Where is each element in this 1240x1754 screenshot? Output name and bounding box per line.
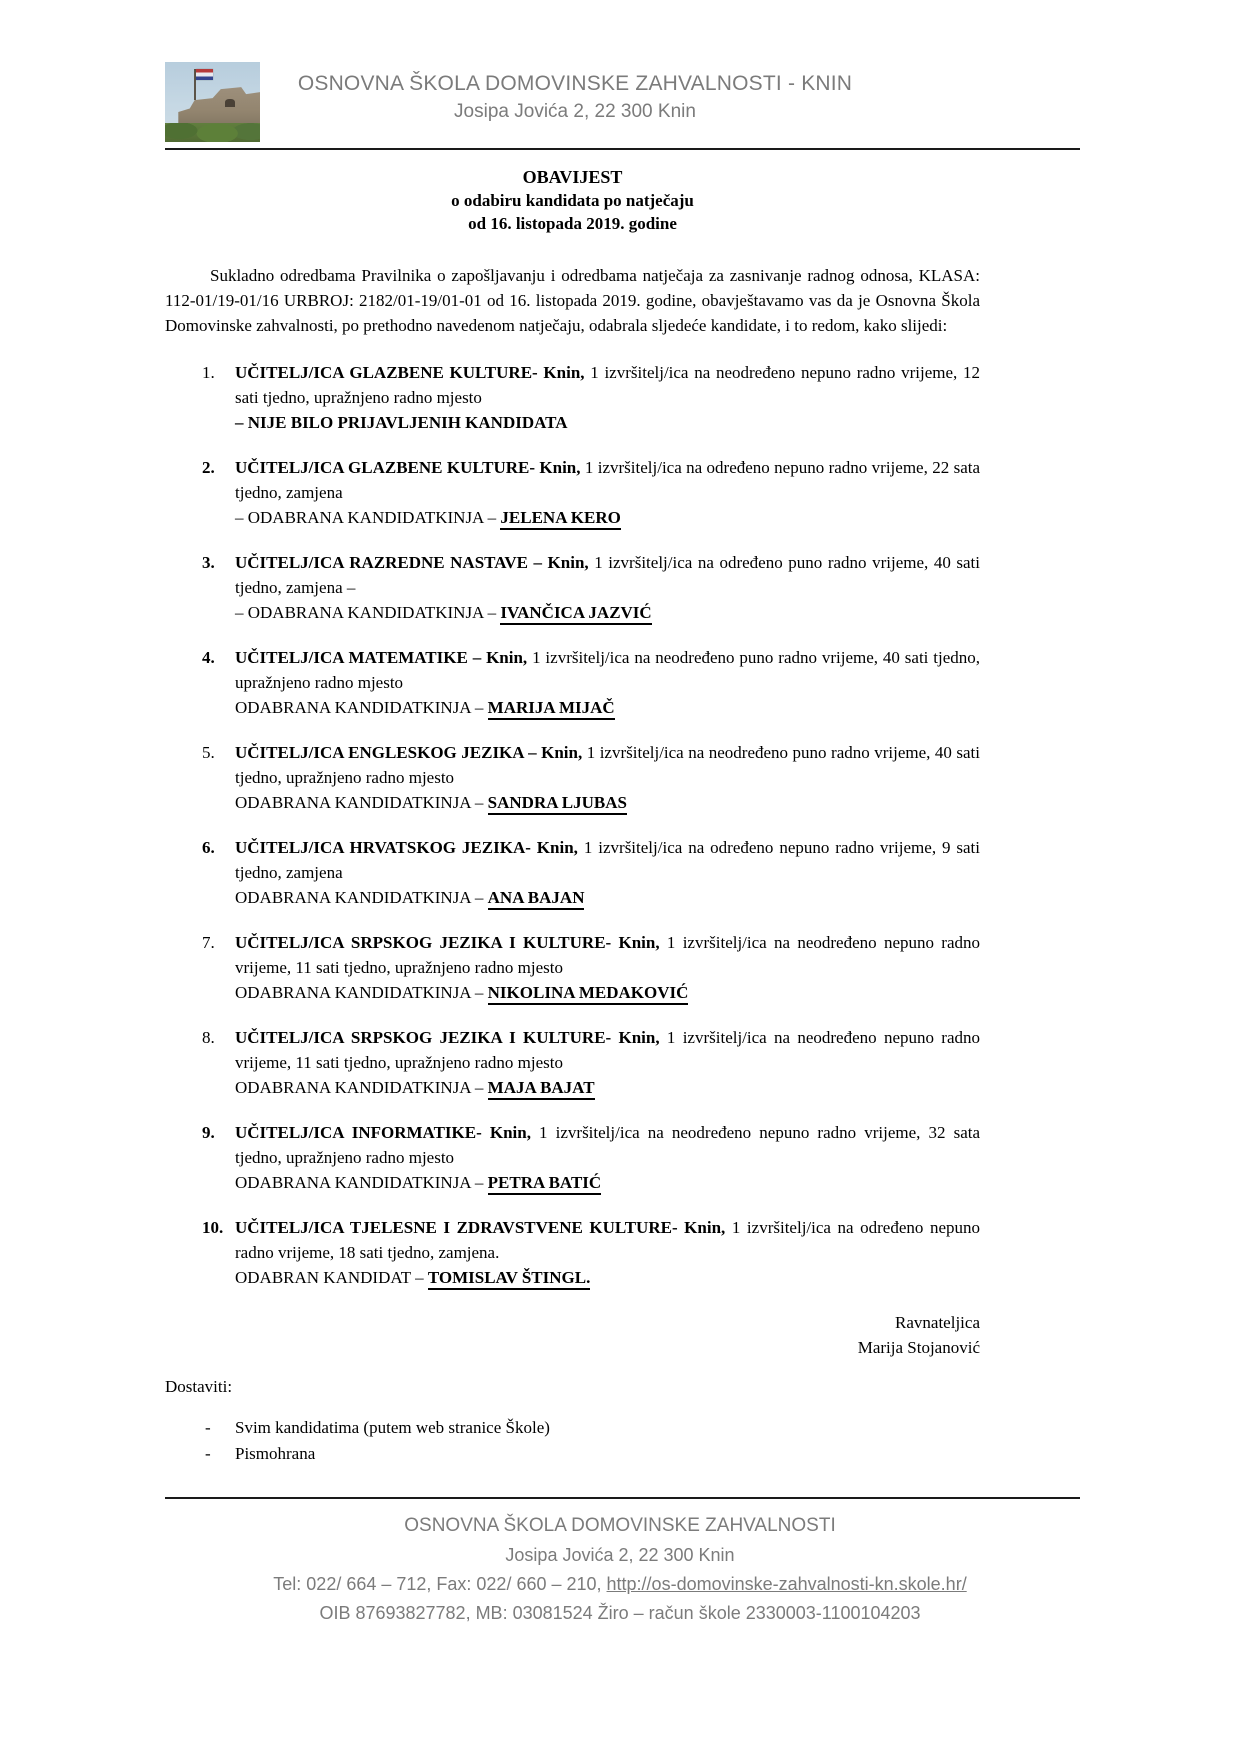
item-number: 8. — [202, 1028, 215, 1047]
item-number: 1. — [202, 363, 215, 382]
item-number: 4. — [202, 648, 215, 667]
position-title: UČITELJ/ICA GLAZBENE KULTURE- Knin, — [235, 458, 581, 477]
header-text-block — [260, 62, 890, 125]
result-line — [235, 1265, 980, 1290]
distribution-item: - Pismohrana — [205, 1444, 316, 1463]
candidate-name: ANA BAJAN — [488, 888, 585, 910]
result-line — [235, 790, 980, 815]
candidate-name: MARIJA MIJAČ — [488, 698, 615, 720]
result-prefix: ODABRANA KANDIDATKINJA – — [235, 793, 488, 812]
result-prefix: – ODABRANA KANDIDATKINJA – — [235, 508, 501, 527]
notice-title: OBAVIJEST — [522, 167, 623, 187]
candidate-name: TOMISLAV ŠTINGL. — [428, 1268, 591, 1290]
candidate-name: NIKOLINA MEDAKOVIĆ — [488, 983, 689, 1005]
school-logo-image — [165, 62, 260, 142]
position-text — [235, 1025, 980, 1075]
result-prefix: ODABRANA KANDIDATKINJA – — [235, 888, 488, 907]
result-prefix: ODABRANA KANDIDATKINJA – — [235, 698, 488, 717]
position-title: UČITELJ/ICA HRVATSKOG JEZIKA- Knin, — [235, 838, 578, 857]
position-text — [235, 930, 980, 980]
signature-role: Ravnateljica — [895, 1313, 980, 1332]
position-description: 1 izvršitelj/ica na neodređeno puno radno vrijeme, 40 sati tjedno, upražnjeno radno mjesto — [235, 648, 981, 692]
document-body — [165, 166, 980, 1467]
position-description: 1 izvršitelj/ica na određeno nepuno radno vrijeme, 9 sati tjedno, zamjena — [235, 838, 981, 882]
item-number: 7. — [202, 933, 215, 952]
position-title: UČITELJ/ICA SRPSKOG JEZIKA I KULTURE- Knin, — [235, 1028, 660, 1047]
item-number: 5. — [202, 743, 215, 762]
fortress-window — [225, 99, 235, 107]
result-line — [235, 980, 980, 1005]
position-text — [235, 1120, 980, 1170]
notice-subtitle: o odabiru kandidata po natječaju — [451, 191, 694, 210]
document-header — [0, 0, 1240, 142]
distribution-label: Dostaviti: — [165, 1377, 233, 1396]
result-line — [235, 600, 980, 625]
footer-website-link[interactable]: http://os-domovinske-zahvalnosti-kn.skole.hr/ — [606, 1574, 967, 1594]
header-school-name: OSNOVNA ŠKOLA DOMOVINSKE ZAHVALNOSTI - KNIN — [297, 72, 853, 95]
position-description: 1 izvršitelj/ica na određeno puno radno vrijeme, 40 sati tjedno, zamjena – — [235, 553, 980, 597]
list-item — [165, 1025, 980, 1100]
position-title: UČITELJ/ICA MATEMATIKE – Knin, — [235, 648, 528, 667]
position-title: UČITELJ/ICA ENGLESKOG JEZIKA – Knin, — [235, 743, 583, 762]
result-prefix: ODABRANA KANDIDATKINJA – — [235, 1078, 488, 1097]
item-number: 3. — [202, 553, 215, 572]
result-line — [235, 1075, 980, 1100]
distribution-list — [165, 1415, 980, 1467]
notice-title-block — [165, 166, 980, 235]
result-line — [235, 505, 980, 530]
list-item — [165, 455, 980, 530]
signature-block — [165, 1310, 980, 1360]
list-item — [165, 360, 980, 435]
position-description: 1 izvršitelj/ica na neodređeno nepuno radno vrijeme, 11 sati tjedno, upražnjeno radno mjesto — [235, 1028, 980, 1072]
no-candidates-note: – NIJE BILO PRIJAVLJENIH KANDIDATA — [235, 413, 568, 432]
result-line — [235, 885, 980, 910]
result-prefix: ODABRANA KANDIDATKINJA – — [235, 983, 488, 1002]
item-content — [235, 360, 980, 435]
footer-registry: OIB 87693827782, MB: 03081524 Žiro – račun škole 2330003-1100104203 — [319, 1603, 921, 1623]
intro-paragraph: Sukladno odredbama Pravilnika o zapošljavanju i odredbama natječaja za zasnivanje radnog odnosa, KLASA: 112-01/19-01/16 URBROJ: 2182/01-19/01-01 od 16. listopada 2019. godine, obavještavamo vas da je Osnovna Škola Domovinske zahvalnosti, po prethodno navedenom natječaju, odabrala sljedeće kandidate, i to redom, kako slijedi: — [165, 266, 980, 335]
position-title: UČITELJ/ICA RAZREDNE NASTAVE – Knin, — [235, 553, 589, 572]
item-content — [235, 1025, 980, 1100]
footer-school-name: OSNOVNA ŠKOLA DOMOVINSKE ZAHVALNOSTI — [404, 1515, 836, 1536]
position-title: UČITELJ/ICA SRPSKOG JEZIKA I KULTURE- Knin, — [235, 933, 660, 952]
footer-rule — [165, 1497, 1080, 1499]
header-rule — [165, 148, 1080, 150]
candidate-name: PETRA BATIĆ — [488, 1173, 602, 1195]
candidate-name: MAJA BAJAT — [488, 1078, 595, 1100]
position-title: UČITELJ/ICA INFORMATIKE- Knin, — [235, 1123, 531, 1142]
list-item — [165, 645, 980, 720]
list-item — [165, 1120, 980, 1195]
item-number: 2. — [202, 458, 215, 477]
position-text — [235, 550, 980, 600]
result-prefix: ODABRANA KANDIDATKINJA – — [235, 1173, 488, 1192]
position-description: 1 izvršitelj/ica na određeno nepuno radno vrijeme, 22 sata tjedno, zamjena — [235, 458, 981, 502]
position-text — [235, 455, 980, 505]
footer-phone-fax: Tel: 022/ 664 – 712, Fax: 022/ 660 – 210, — [273, 1574, 607, 1594]
position-description: 1 izvršitelj/ica na neodređeno nepuno radno vrijeme, 12 sati tjedno, upražnjeno radno mjesto — [235, 363, 981, 407]
result-prefix: ODABRAN KANDIDAT – — [235, 1268, 428, 1287]
candidate-name: SANDRA LJUBAS — [488, 793, 627, 815]
position-title: UČITELJ/ICA TJELESNE I ZDRAVSTVENE KULTURE- Knin, — [235, 1218, 726, 1237]
candidate-list — [165, 360, 980, 1290]
item-content — [235, 1215, 980, 1290]
position-text — [235, 740, 980, 790]
list-item — [165, 835, 980, 910]
list-item — [165, 740, 980, 815]
item-number: 6. — [202, 838, 215, 857]
position-text — [235, 360, 980, 410]
distribution-item: - Svim kandidatima (putem web stranice Škole) — [205, 1418, 550, 1437]
item-content — [235, 835, 980, 910]
position-title: UČITELJ/ICA GLAZBENE KULTURE- Knin, — [235, 363, 585, 382]
greenery — [165, 123, 260, 142]
notice-date: od 16. listopada 2019. godine — [468, 214, 677, 233]
item-content — [235, 550, 980, 625]
candidate-name: IVANČICA JAZVIĆ — [500, 603, 651, 625]
position-description: 1 izvršitelj/ica na određeno nepuno radno vrijeme, 18 sati tjedno, zamjena. — [235, 1218, 980, 1262]
item-content — [235, 645, 980, 720]
result-prefix: – ODABRANA KANDIDATKINJA – — [235, 603, 501, 622]
croatian-flag-icon — [196, 69, 213, 80]
result-line — [235, 1170, 980, 1195]
list-item — [165, 1215, 980, 1290]
header-school-address: Josipa Jovića 2, 22 300 Knin — [454, 101, 696, 122]
item-number: 9. — [202, 1123, 215, 1142]
position-text — [235, 1215, 980, 1265]
position-text — [235, 645, 980, 695]
document-footer — [0, 1497, 1240, 1628]
position-text — [235, 835, 980, 885]
list-item — [165, 550, 980, 625]
position-description: 1 izvršitelj/ica na neodređeno nepuno radno vrijeme, 11 sati tjedno, upražnjeno radno mjesto — [235, 933, 980, 977]
footer-contact-line — [0, 1570, 1240, 1599]
item-content — [235, 1120, 980, 1195]
result-line — [235, 695, 980, 720]
item-number: 10. — [202, 1218, 224, 1237]
list-item — [165, 930, 980, 1005]
position-description: 1 izvršitelj/ica na neodređeno puno radno vrijeme, 40 sati tjedno, upražnjeno radno mjesto — [235, 743, 981, 787]
signature-name: Marija Stojanović — [857, 1338, 980, 1357]
position-description: 1 izvršitelj/ica na neodređeno nepuno radno vrijeme, 32 sata tjedno, upražnjeno radno mjesto — [235, 1123, 981, 1167]
footer-address: Josipa Jovića 2, 22 300 Knin — [505, 1545, 735, 1565]
candidate-name: JELENA KERO — [500, 508, 620, 530]
item-content — [235, 930, 980, 1005]
item-content — [235, 455, 980, 530]
result-line — [235, 410, 980, 435]
item-content — [235, 740, 980, 815]
